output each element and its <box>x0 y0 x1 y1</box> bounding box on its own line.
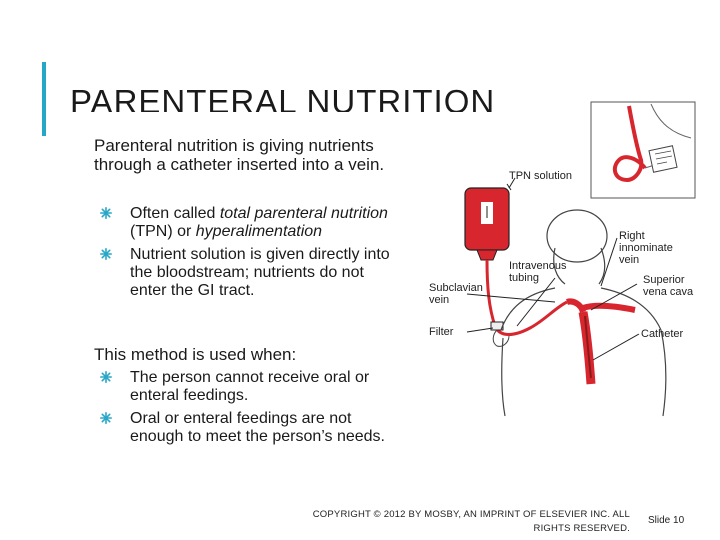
tpn-illustration <box>405 98 705 420</box>
bullet-text-hyperalimentation: hyperalimentation <box>195 223 323 240</box>
method-intro: This method is used when: <box>94 345 297 364</box>
copyright-notice: COPYRIGHT © 2012 BY MOSBY, AN IMPRINT OF ELSEVIER INC. ALL RIGHTS RESERVED. <box>312 509 630 534</box>
bullet-item-tpn-name <box>100 205 400 241</box>
inset-frame <box>591 102 695 198</box>
label-filter: Filter <box>429 326 454 338</box>
bullet-item-not-enough <box>100 410 400 446</box>
right-innominate-vein <box>583 306 635 310</box>
bullet-item-no-oral <box>100 369 400 405</box>
bullet-item-bloodstream <box>100 246 400 300</box>
bullet-text-prefix: Often called <box>130 205 220 222</box>
bullet-text: The person cannot receive oral or enteral feedings. <box>130 369 370 404</box>
slide-number: Slide 10 <box>648 515 685 526</box>
title-accent-bar <box>42 62 46 136</box>
starburst-bullet-icon <box>100 248 112 260</box>
subclavian-vein <box>567 301 583 312</box>
label-catheter: Catheter <box>641 328 684 340</box>
starburst-bullet-icon <box>100 412 112 424</box>
bullet-text: Oral or enteral feedings are not enough to meet the person’s needs. <box>130 410 385 445</box>
starburst-bullet-icon <box>100 207 112 219</box>
intro-paragraph: Parenteral nutrition is giving nutrients through a catheter inserted into a vein. <box>94 136 385 174</box>
usage-bullet-list <box>100 369 400 451</box>
inset-dressing <box>649 146 677 173</box>
slide-title: PARENTERAL NUTRITION <box>70 83 496 112</box>
label-tpn-solution: TPN solution <box>509 170 572 182</box>
label-intravenous-tubing: Intravenous tubing <box>509 260 567 284</box>
starburst-bullet-icon <box>100 371 112 383</box>
bullet-text-mid: (TPN) or <box>130 223 196 240</box>
label-subclavian-vein: Subclavian vein <box>429 282 483 306</box>
definition-bullet-list <box>100 205 400 305</box>
person-head <box>547 210 607 262</box>
label-right-innominate-vein: Right innominate vein <box>619 230 673 266</box>
bullet-text: Nutrient solution is given directly into the bloodstream; nutrients do not enter the GI tract. <box>130 246 390 299</box>
bullet-text-tpn: total parenteral nutrition <box>219 205 388 222</box>
label-superior-vena-cava: Superior vena cava <box>643 274 694 298</box>
